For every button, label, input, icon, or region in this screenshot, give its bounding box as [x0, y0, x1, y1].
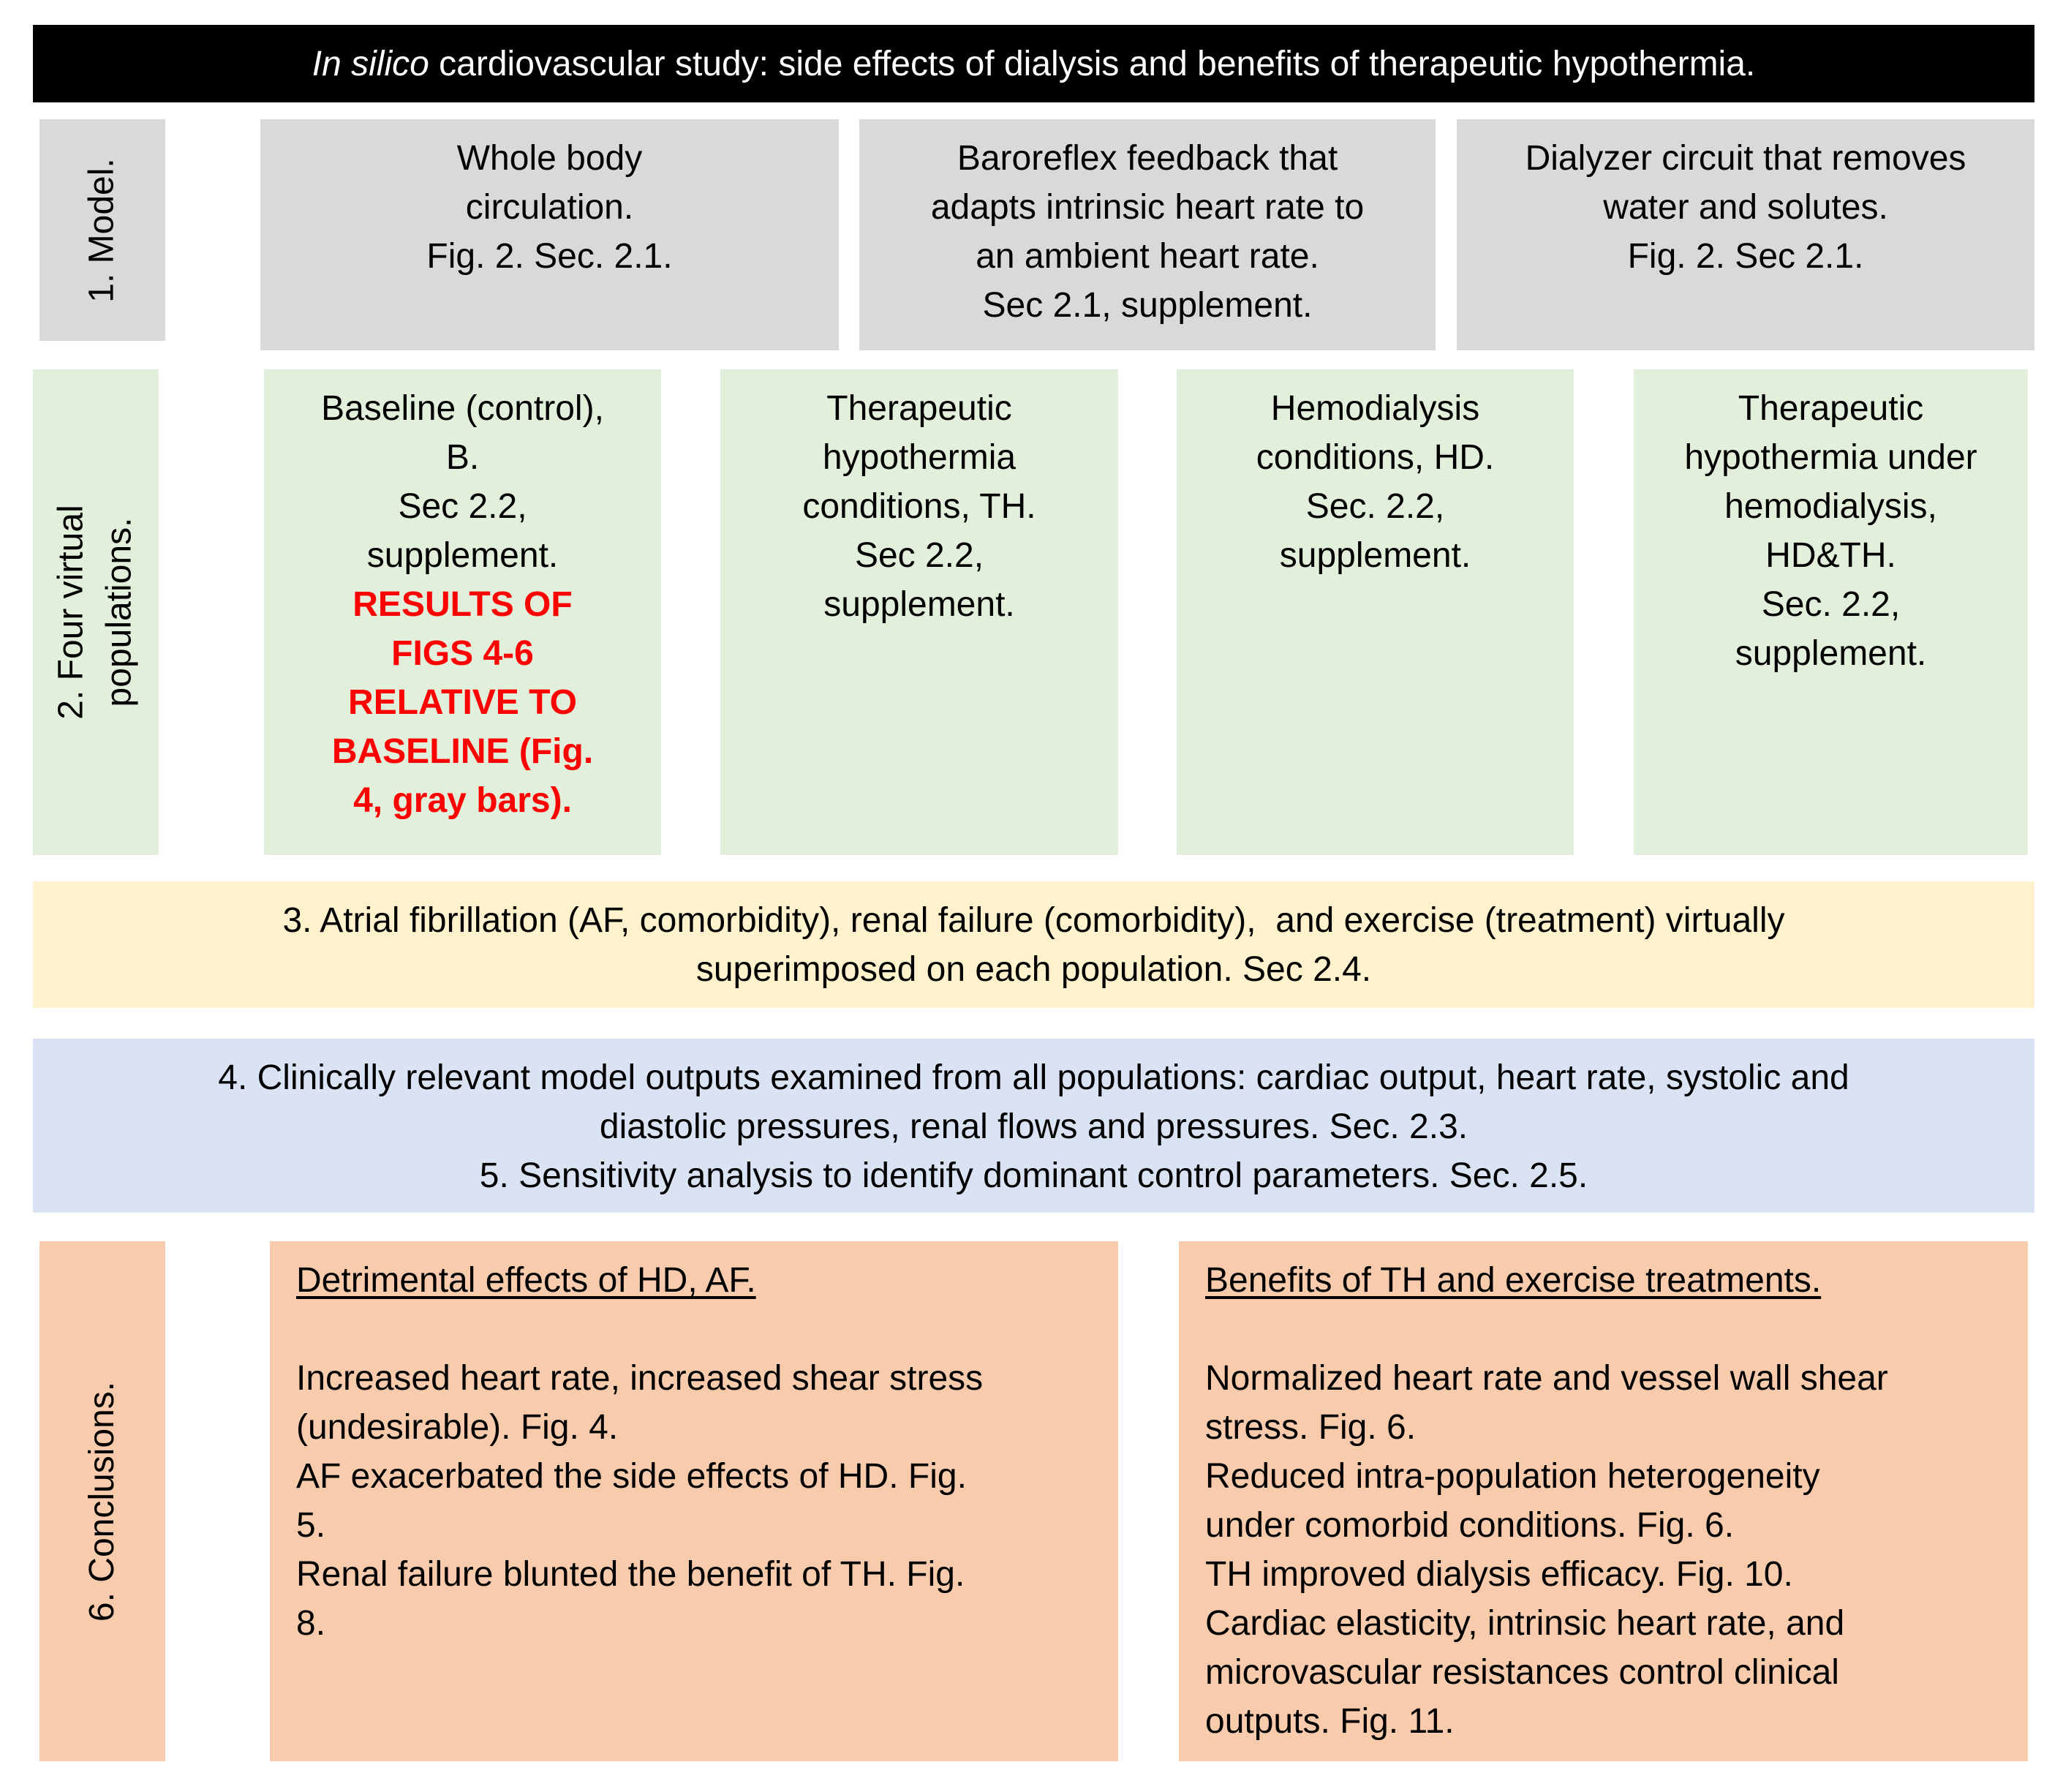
text-line: Increased heart rate, increased shear stress: [296, 1359, 984, 1398]
population-box-baseline: [264, 369, 661, 855]
text-line: conditions, TH.: [802, 487, 1036, 526]
text-line: Cardiac elasticity, intrinsic heart rate, and: [1205, 1604, 1845, 1643]
spacer: [296, 1305, 1092, 1354]
text-line: hypothermia under: [1684, 438, 1977, 477]
text-line: Sec. 2.2,: [1761, 585, 1901, 624]
populations-row-label: [33, 369, 159, 855]
highlight-line: RELATIVE TO: [348, 683, 577, 722]
text-line: 5.: [296, 1506, 326, 1545]
benefits-heading: Benefits of TH and exercise treatments.: [1205, 1261, 1822, 1300]
detrimental-effects-box: [270, 1241, 1118, 1761]
model-box-whole-body: [260, 119, 839, 350]
title-rest: cardiovascular study: side effects of dialysis and benefits of therapeutic hypothermia.: [429, 44, 1756, 83]
text-line: superimposed on each population. Sec 2.4.: [695, 950, 1372, 989]
model-label-text: 1. Model.: [83, 157, 121, 303]
text-line: microvascular resistances control clinical: [1205, 1653, 1839, 1692]
text-line: stress. Fig. 6.: [1205, 1408, 1417, 1447]
detrimental-heading: Detrimental effects of HD, AF.: [296, 1261, 756, 1300]
text-line: Therapeutic: [826, 389, 1012, 428]
diagram-title: [33, 25, 2034, 102]
text-line: Normalized heart rate and vessel wall shear: [1205, 1359, 1888, 1398]
spacer: [1205, 1305, 2002, 1354]
text-line: Renal failure blunted the benefit of TH. Fig.: [296, 1555, 965, 1594]
text-line: 3. Atrial fibrillation (AF, comorbidity), renal failure (comorbidity), and exercise (treatment) virtually: [282, 901, 1785, 940]
text-line: B.: [445, 438, 480, 477]
population-box-hd-th: [1634, 369, 2028, 855]
population-box-hd: [1177, 369, 1574, 855]
populations-label-text: [48, 505, 144, 719]
text-line: AF exacerbated the side effects of HD. Fig.: [296, 1457, 967, 1496]
text-line: Whole body: [456, 139, 643, 178]
text-line: Baseline (control),: [321, 389, 604, 428]
comorbidity-box: [33, 881, 2034, 1008]
text-line: (undesirable). Fig. 4.: [296, 1408, 619, 1447]
benefits-box: [1179, 1241, 2028, 1761]
text-line: Reduced intra-population heterogeneity: [1205, 1457, 1820, 1496]
outputs-box: [33, 1039, 2034, 1213]
text-line: 8.: [296, 1604, 326, 1643]
text-line: Therapeutic: [1738, 389, 1924, 428]
text-line: TH improved dialysis efficacy. Fig. 10.: [1205, 1555, 1793, 1594]
text-line: under comorbid conditions. Fig. 6.: [1205, 1506, 1735, 1545]
highlight-line: BASELINE (Fig.: [331, 732, 594, 771]
text-line: conditions, HD.: [1256, 438, 1495, 477]
text-line: Sec 2.1, supplement.: [982, 286, 1313, 325]
conclusions-row-label: [39, 1241, 165, 1761]
text-line: supplement.: [823, 585, 1015, 624]
text-line: diastolic pressures, renal flows and pressures. Sec. 2.3.: [599, 1107, 1468, 1146]
text-line: Sec. 2.2,: [1305, 487, 1445, 526]
model-row-label: [39, 119, 165, 341]
highlight-line: 4, gray bars).: [353, 781, 572, 820]
population-box-th: [720, 369, 1118, 855]
text-line: supplement.: [1279, 536, 1471, 575]
text-line: hemodialysis,: [1724, 487, 1937, 526]
text-line: hypothermia: [822, 438, 1017, 477]
text-line: Fig. 2. Sec. 2.1.: [426, 237, 673, 276]
title-italic: In silico: [312, 44, 429, 83]
text-line: Sec 2.2,: [398, 487, 527, 526]
text-line: supplement.: [366, 536, 559, 575]
text-line: HD&TH.: [1765, 536, 1896, 575]
text-line: outputs. Fig. 11.: [1205, 1702, 1455, 1741]
model-box-dialyzer: [1457, 119, 2034, 350]
text-line: Hemodialysis: [1270, 389, 1480, 428]
text-line: water and solutes.: [1603, 188, 1888, 227]
text-line: supplement.: [1735, 634, 1927, 673]
conclusions-label-text: 6. Conclusions.: [83, 1381, 122, 1622]
text-line: 2. Four virtual: [52, 505, 91, 720]
model-box-baroreflex: [859, 119, 1436, 350]
highlight-line: FIGS 4-6: [391, 634, 534, 673]
text-line: Dialyzer circuit that removes: [1525, 139, 1966, 178]
text-line: adapts intrinsic heart rate to: [930, 188, 1365, 227]
text-line: populations.: [100, 517, 139, 707]
highlight-line: RESULTS OF: [352, 585, 573, 624]
text-line: 5. Sensitivity analysis to identify dominant control parameters. Sec. 2.5.: [479, 1156, 1588, 1195]
text-line: 4. Clinically relevant model outputs examined from all populations: cardiac output, heart rate, systolic and: [218, 1058, 1849, 1097]
text-line: an ambient heart rate.: [976, 237, 1319, 276]
text-line: Baroreflex feedback that: [957, 139, 1338, 178]
text-line: Sec 2.2,: [854, 536, 984, 575]
text-line: circulation.: [465, 188, 634, 227]
text-line: Fig. 2. Sec 2.1.: [1627, 237, 1864, 276]
